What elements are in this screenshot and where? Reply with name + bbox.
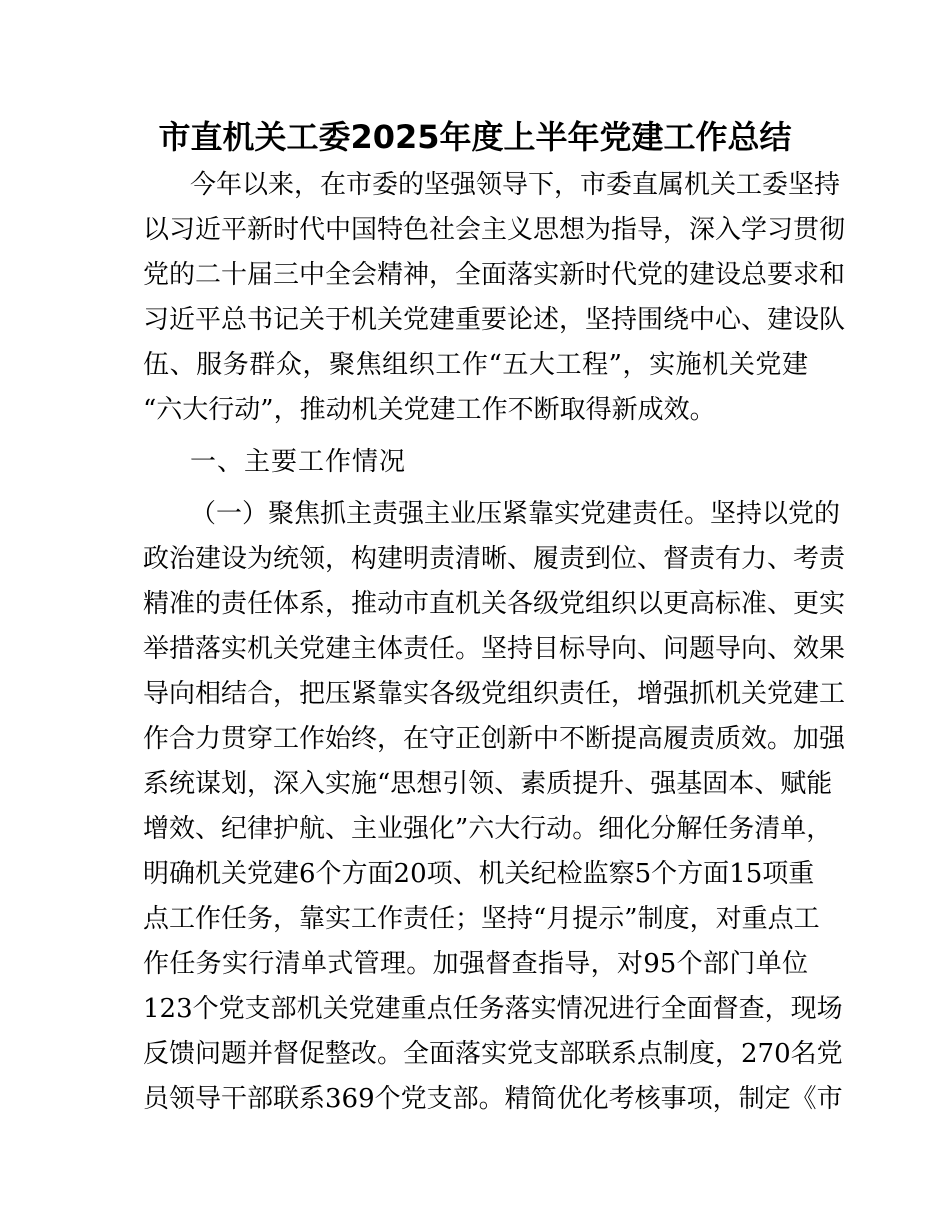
text-line: 今年以来，在市委的坚强领导下，市委直属机关工委坚持 xyxy=(190,170,841,200)
text-line: 作任务实行清单式管理。加强督查指导，对95个部门单位 xyxy=(143,949,808,979)
text-line: 导向相结合，把压紧靠实各级党组织责任，增强抓机关党建工 xyxy=(143,679,846,709)
text-line: 政治建设为统领，构建明责清晰、履责到位、督责有力、考责 xyxy=(143,544,846,574)
text-line: 精准的责任体系，推动市直机关各级党组织以更高标准、更实 xyxy=(143,589,846,619)
text-line: 以习近平新时代中国特色社会主义思想为指导，深入学习贯彻 xyxy=(143,215,846,245)
text-line: 反馈问题并督促整改。全面落实党支部联系点制度，270名党 xyxy=(143,1039,843,1069)
text-line: 举措落实机关党建主体责任。坚持目标导向、问题导向、效果 xyxy=(143,634,846,664)
text-line: 123个党支部机关党建重点任务落实情况进行全面督查，现场 xyxy=(143,994,843,1024)
text-line: 员领导干部联系369个党支部。精简优化考核事项，制定《市 xyxy=(143,1084,843,1114)
text-line: 增效、纪律护航、主业强化”六大行动。细化分解任务清单， xyxy=(143,814,833,844)
text-line: 点工作任务，靠实工作责任；坚持“月提示”制度，对重点工 xyxy=(143,904,820,934)
text-line: 系统谋划，深入实施“思想引领、素质提升、强基固本、赋能 xyxy=(143,769,833,799)
text-line: （一）聚焦抓主责强主业压紧靠实党建责任。坚持以党的 xyxy=(190,499,841,529)
text-line: 伍、服务群众，聚焦组织工作“五大工程”，实施机关党建 xyxy=(143,350,808,380)
text-line: 习近平总书记关于机关党建重要论述，坚持围绕中心、建设队 xyxy=(143,305,846,335)
text-line: 明确机关党建6个方面20项、机关纪检监察5个方面15项重 xyxy=(143,859,815,889)
document-title: 市直机关工委2025年度上半年党建工作总结 xyxy=(158,118,792,156)
text-line: 党的二十届三中全会精神，全面落实新时代党的建设总要求和 xyxy=(143,260,846,290)
text-line: 作合力贯穿工作始终，在守正创新中不断提高履责质效。加强 xyxy=(143,724,846,754)
section-heading: 一、主要工作情况 xyxy=(190,447,407,477)
text-line: “六大行动”，推动机关党建工作不断取得新成效。 xyxy=(143,395,716,425)
